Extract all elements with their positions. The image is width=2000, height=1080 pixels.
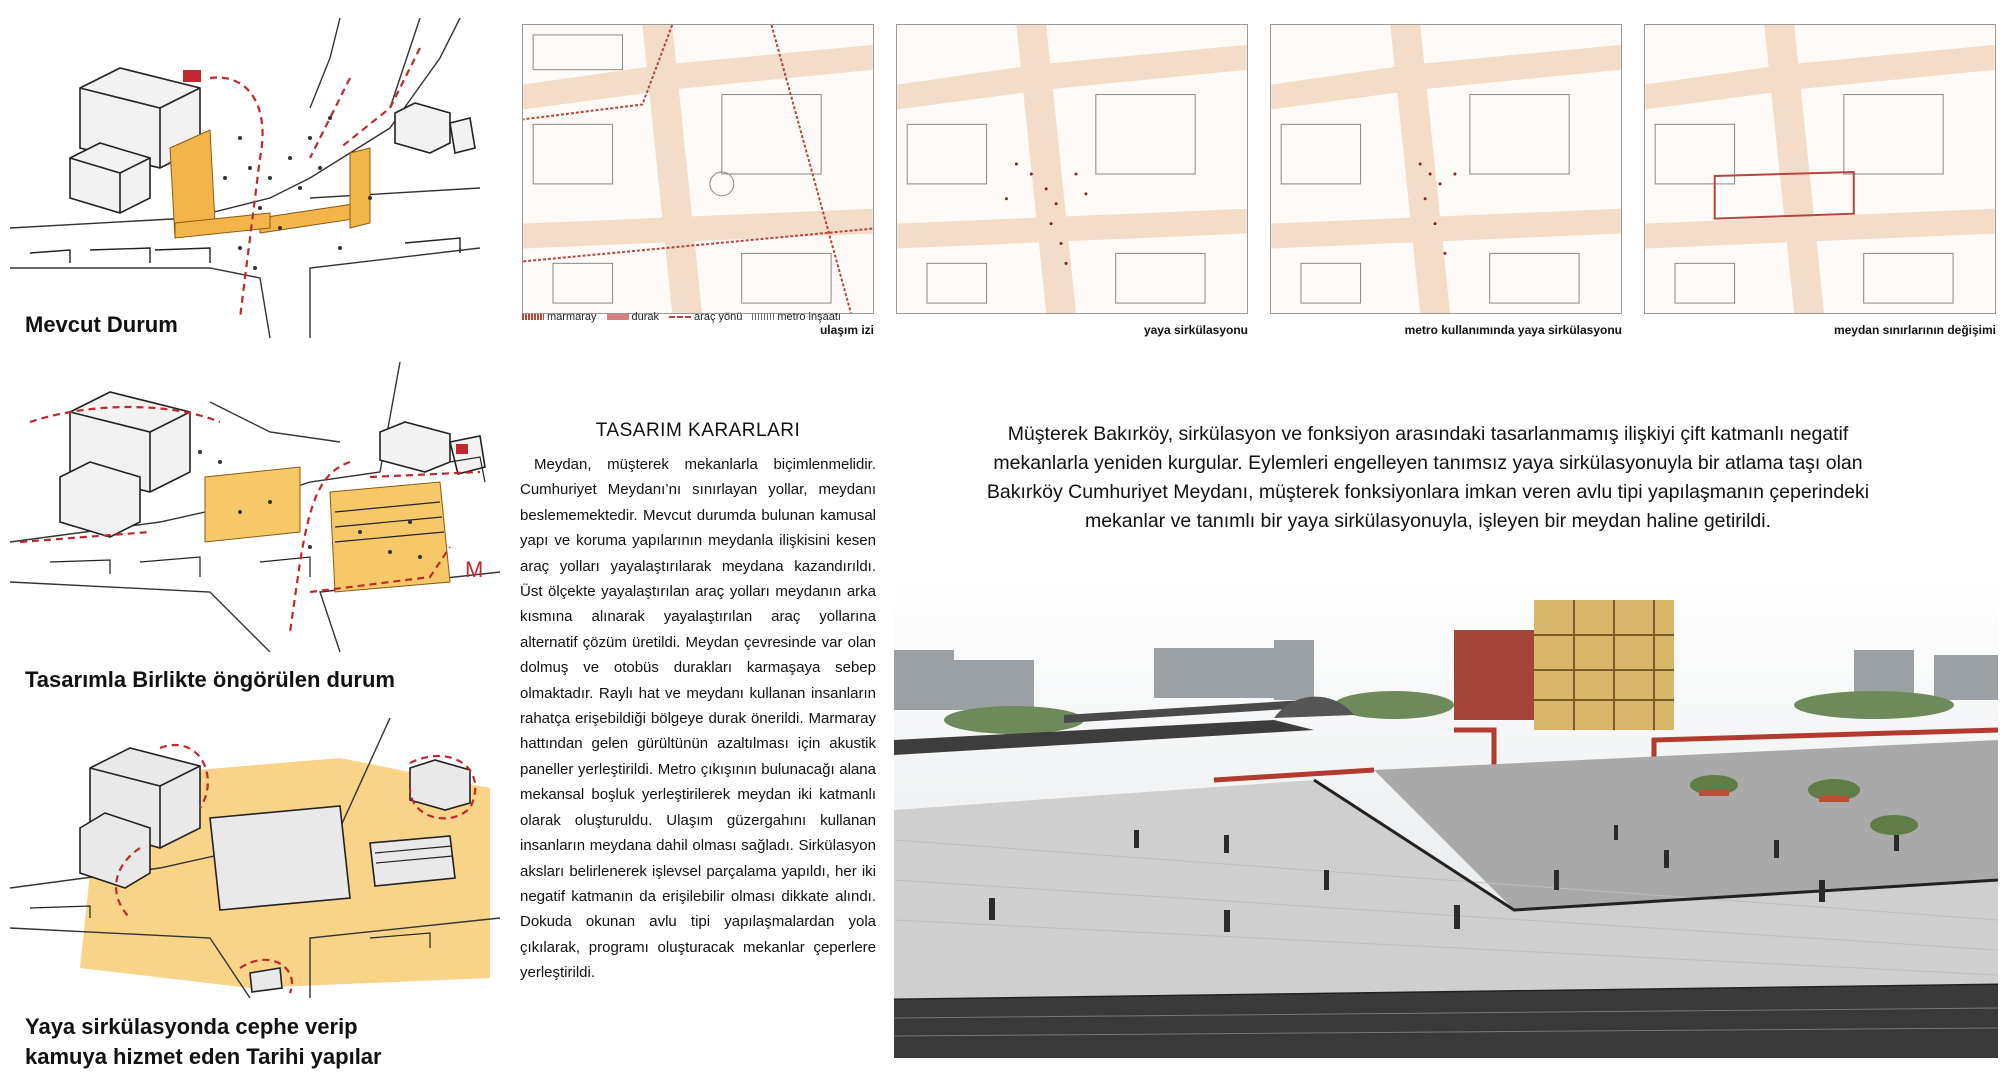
map-caption-square-boundary: meydan sınırlarının değişimi xyxy=(1833,323,1996,337)
project-summary: Müşterek Bakırköy, sirkülasyon ve fonksiyon arasındaki tasarlanmamış ilişkiyi çift katmanlı negatif mekanlarla yeniden kurgular. Eylemleri engelleyen tanımsız yaya sirkülasyonuyla bir atlama taşı olan Bakırköy Cumhuriyet Meydanı, müşterek fonksiyonlara imkan veren avlu tipi yapılaşmanın çeperindeki mekanlar ve tanımlı bir yaya sirkülasyonuyla, işleyen bir meydan haline getirildi. xyxy=(986,423,1870,532)
sketch-caption-historic-line1: Yaya sirkülasyonda cephe verip xyxy=(25,1014,358,1039)
existing-situation-sketch xyxy=(10,18,480,338)
sketch-caption-historic-line2: kamuya hizmet eden Tarihi yapılar xyxy=(25,1044,382,1069)
map-caption-metro: metro kullanımında yaya sirkülasyonu xyxy=(1404,323,1622,337)
map-legend xyxy=(522,311,841,323)
legend-metro: metro inşaatı xyxy=(752,311,841,323)
map-square-boundary xyxy=(1644,24,1996,314)
metro-map xyxy=(1271,25,1621,313)
square-perspective-render xyxy=(894,580,1998,1058)
sketch-proposed xyxy=(10,362,500,652)
transport-map xyxy=(523,25,873,313)
sketch-caption-existing: Mevcut Durum xyxy=(25,312,178,337)
map-pedestrian xyxy=(896,24,1248,314)
map-metro xyxy=(1270,24,1622,314)
map-caption-transport: ulaşım izi xyxy=(819,323,874,337)
sketch-caption-historic xyxy=(25,1012,382,1072)
design-title: TASARIM KARARLARI xyxy=(595,420,801,441)
sketch-caption-proposed: Tasarımla Birlikte öngörülen durum xyxy=(25,667,395,692)
sketch-historic xyxy=(10,718,500,998)
sketch-existing xyxy=(10,18,480,338)
square-render xyxy=(894,580,1998,1058)
square-boundary-map xyxy=(1645,25,1995,313)
metro-mark: M xyxy=(465,557,484,582)
map-transport xyxy=(522,24,874,314)
map-caption-pedestrian: yaya sirkülasyonu xyxy=(1143,323,1248,337)
pedestrian-map xyxy=(897,25,1247,313)
design-body: Meydan, müşterek mekanlarla biçimlenmelidir. Cumhuriyet Meydanı’nı sınırlayan yollar, meydanı beslememektedir. Mevcut durumda bulunan kamusal yapı ve koruma yapılarının meydanla ilişkisini kesen araç yolları yayalaştırılarak meydana kazandırıldı. Üst ölçekte yayalaştırılan araç yolları meydanın arka kısmına alınarak yayalaştırılan araç yollarına alternatif çözüm üretildi. Meydan çevresinde var olan dolmuş ve otobüs durakları karmaşaya sebep olmaktadır. Raylı hat ve meydanı kullanan insanların rahatça erişebildiği bölgeye durak önerildi. Marmaray hattından gelen gürültünün azaltılması için akustik paneller yerleştirildi. Metro çıkışının bulunacağı alana mekansal boşluk yerleştirilerek meydan iki katmanlı olarak oluşturuldu. Ulaşım güzergahını kullanan insanların meydana dahil olması sağladı. Sirkülasyon aksları belirlenerek işlevsel parçalama yapıldı, her iki negatif katmanın da erişilebilir olması dikkate alındı. Dokuda okunan avlu tipi yapılaşmalardan yola çıkılarak, programı oluşturacak mekanlar çeperlere yerleştirildi. xyxy=(520,456,876,982)
proposed-situation-sketch xyxy=(10,362,500,652)
historic-buildings-sketch xyxy=(10,718,500,998)
legend-marmaray: marmaray xyxy=(522,311,597,323)
legend-arac-yonu: araç yönü xyxy=(669,311,742,323)
legend-durak: durak xyxy=(607,311,660,323)
